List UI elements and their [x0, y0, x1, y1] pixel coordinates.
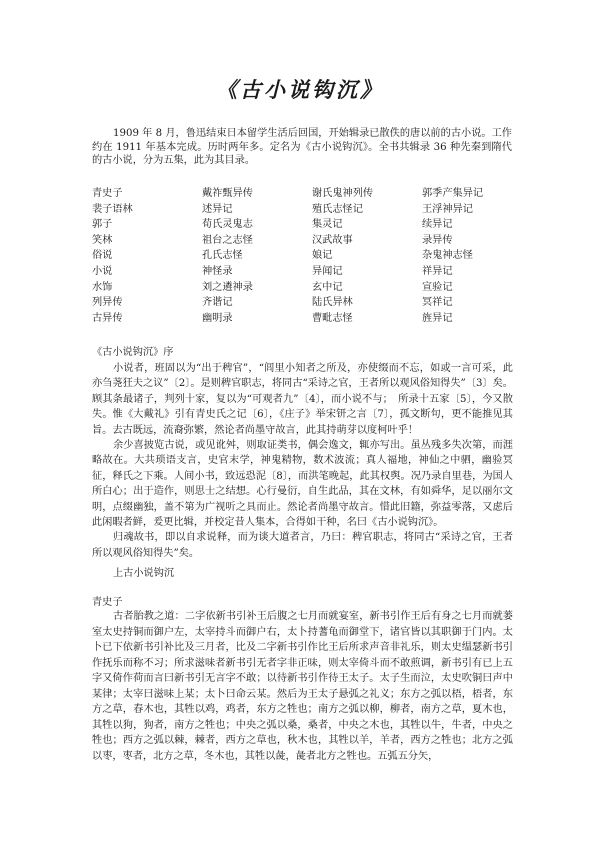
intro-paragraph: 1909 年 8 月，鲁迅结束日本留学生活后回国，开始辑录已散佚的唐以前的古小说。工作约在 1911 年基本完成。历时两年多。定名为《古小说钩沉》。全书共辑录 36 种先秦到隋代的古小说，分为五集，此为其目录。 [92, 128, 512, 166]
toc-item: 戴祚甄异传 [202, 188, 253, 199]
toc-item: 玄中记 [312, 281, 343, 293]
toc-item: 述异记 [202, 203, 233, 215]
toc-item: 旌异记 [422, 312, 453, 324]
toc-item: 续异记 [422, 219, 453, 231]
toc-item: 王浮神异记 [422, 203, 473, 215]
table-of-contents [92, 186, 532, 326]
toc-item: 祥异记 [422, 265, 453, 277]
toc-item: 集灵记 [312, 219, 343, 231]
toc-item: 齐谐记 [202, 297, 233, 309]
toc-item: 荀氏灵鬼志 [202, 219, 253, 231]
toc-item: 孔氏志怪 [202, 250, 243, 262]
preface-paragraph: 余少喜披览古说，或见讹舛，则取证类书，偶会逸文，辄亦写出。虽丛残多失次第，而涯略故在。大共琐语支言，史官末学，神鬼精物，数术波流；真人福地，神仙之中驷，幽验冥征，释氏之下乘。人间小书，致远恐泥〔8〕，而洪笔晚起，此其权舆。况乃录自里巷，为国人所白心；出于造作，则思士之结想。心行曼衍，自生此品，其在文林，有如舜华，足以丽尔文明，点缀幽独，盖不第为广视听之具而止。然论者尚墨守故言。惜此旧籍，弥益零落，又虑后此闲暇者鲜，爰更比辑，并校定昔人集本，合得如干种，名曰《古小说钩沉》。 [92, 440, 513, 529]
toc-item: 郭子 [92, 219, 113, 231]
toc-item: 水饰 [92, 281, 113, 293]
toc-item: 神怪录 [202, 265, 233, 277]
toc-item: 古异传 [92, 312, 123, 324]
toc-item: 小说 [92, 265, 113, 277]
toc-item: 娘记 [312, 250, 333, 262]
toc-item: 冥祥记 [422, 297, 453, 309]
qingshizi-paragraph: 古者胎教之道：二字依新书引补王后腹之七月而就宴室，新书引作王后有身之七月而就蒌室太史持铜而御户左，太宰持斗而御户右，太卜持蓍龟而御堂下，诸官皆以其职御于门内。太卜已下依新书引补比及三月者，比及二字新书引作比王后所求声音非礼乐，则太史缊瑟新书引作抚乐而称不习；所求滋味者新书引无者字非正味，则太宰倚斗而不敢煎调，新书引有已上五字又倚作荷而言曰新书引无言字不敢；以待新书引作待王太子。太子生而泣，太史吹铜曰声中某律；太宰曰滋味上某；太卜曰命云某。然后为王太子悬弧之礼义；东方之弧以梧，梧者，东方之草，春木也，其牲以鸡，鸡者，东方之牲也；南方之弧以柳，柳者，南方之草，夏木也，其牲以狗，狗者，南方之牲也；中央之弧以桑，桑者，中央之木也，其牲以牛，牛者，中央之牲也；西方之弧以棘，棘者，西方之草也，秋木也，其牲以羊，羊者，西方之牲也；北方之弧以枣，枣者，北方之草，冬木也，其牲以彘，彘者北方之牲也。五弧五分矢， [92, 611, 513, 762]
toc-item: 祖台之志怪 [202, 234, 253, 246]
toc-item: 列异传 [92, 297, 123, 309]
preface-paragraph: 归魂故书，即以自求说释，而为谈大道者言，乃曰：稗官职志，将同古“采诗之官，王者所以观风俗知得失”矣。 [92, 532, 513, 559]
toc-item: 异闻记 [312, 265, 343, 277]
toc-item: 汉武故事 [312, 234, 353, 246]
preface-paragraph: 小说者，班固以为“出于稗官”，“闾里小知者之所及，亦使缀而不忘，如或一言可采，此亦刍荛狂夫之议”〔2〕。是则稗官职志，将同古“采诗之官，王者所以观风俗知得失”〔3〕矣。顾其条最诸子，判列十家，复以为“可观者九”〔4〕，而小说不与； 所录十五家〔5〕，今又散失。惟《大戴礼》引有青史氏之记〔6〕，《庄子》举宋钘之言〔7〕，孤文断句，更不能推见其旨。去古既远，流裔弥繁，然论者尚墨守故言，此其持萌芽以度柯叶乎！ [92, 363, 513, 436]
toc-item: 裴子语林 [92, 203, 133, 215]
toc-item: 俗说 [92, 250, 113, 262]
preface-body [92, 361, 513, 561]
qingshizi-title: 青史子 [92, 597, 123, 608]
toc-item: 谢氏鬼神列传 [312, 188, 374, 199]
toc-item: 宣验记 [422, 281, 453, 293]
preface-title: 《古小说钩沉》序 [92, 347, 174, 358]
toc-item: 曹毗志怪 [312, 312, 353, 324]
document-title: 《古小说钩沉》 [216, 77, 384, 102]
toc-item: 青史子 [92, 188, 123, 199]
toc-item: 幽明录 [202, 312, 233, 324]
toc-item: 陆氏异林 [312, 297, 353, 309]
toc-item: 刘之遴神录 [202, 281, 253, 293]
toc-item: 郭季产集异记 [422, 188, 484, 199]
preface-signature: 上古小说钩沉 [113, 568, 175, 579]
toc-item: 录异传 [422, 234, 453, 246]
toc-item: 笑林 [92, 234, 113, 246]
qingshizi-body [92, 609, 513, 764]
toc-item: 杂鬼神志怪 [422, 250, 473, 262]
toc-item: 殖氏志怪记 [312, 203, 363, 215]
